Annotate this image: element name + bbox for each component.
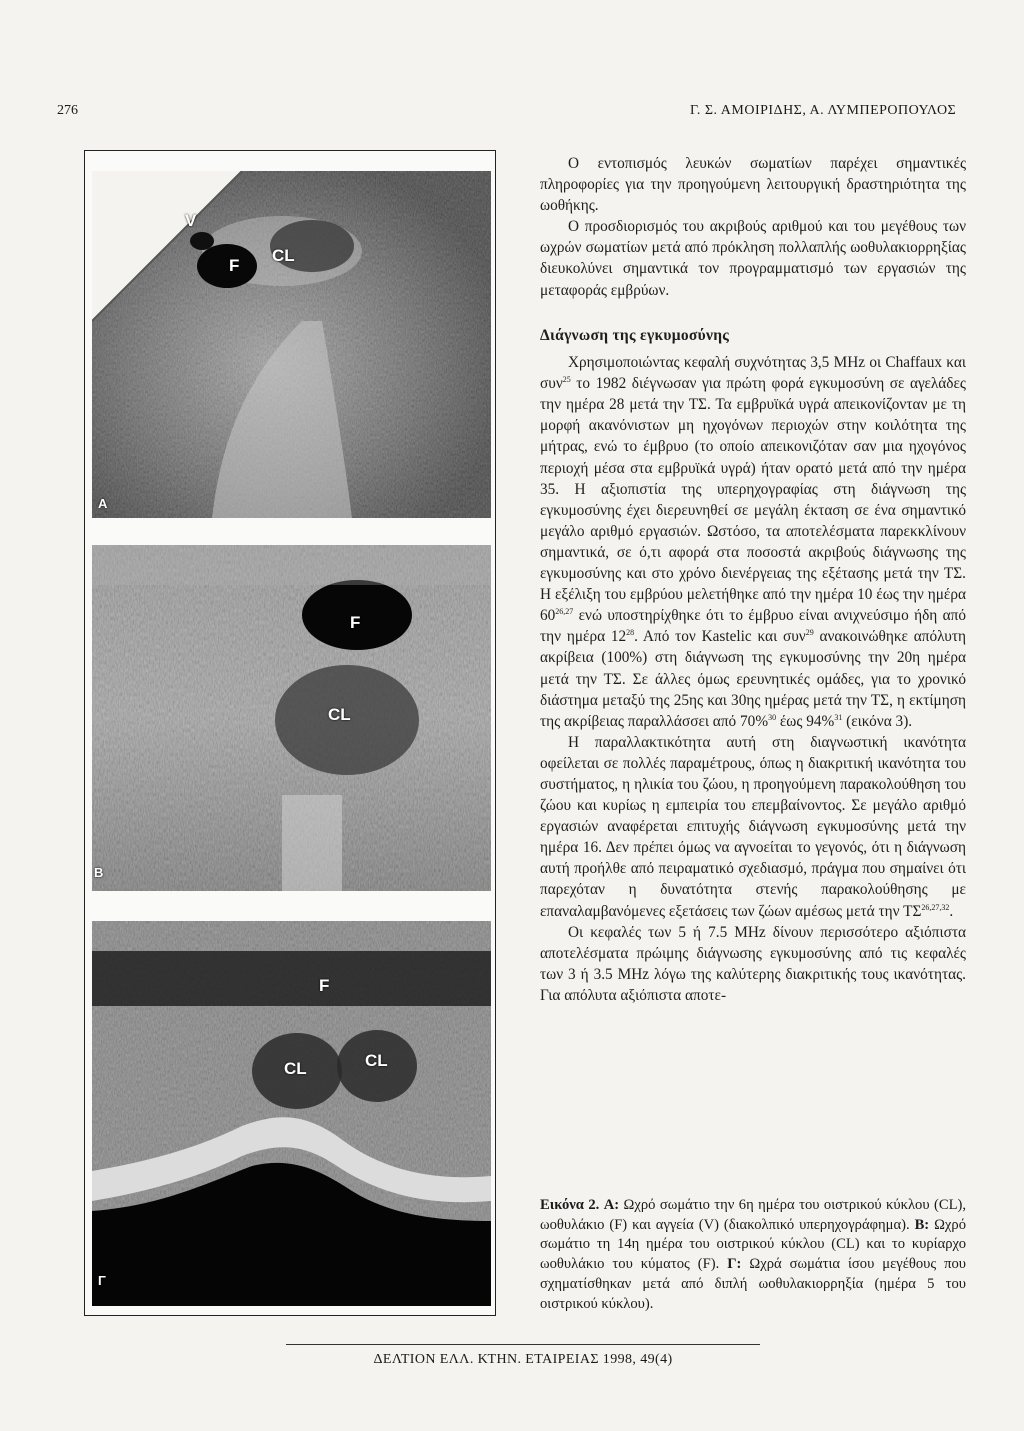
caption-title: Εικόνα 2. (540, 1197, 600, 1213)
paragraph: Ο εντοπισμός λευκών σωματίων παρέχει σημαντικές πληροφορίες για την προηγούμενη λειτουργική δραστηριότητα της ωοθήκης. (540, 155, 966, 215)
paragraph: Η παραλλακτικότητα αυτή στη διαγνωστική ικανότητα οφείλεται σε πολλές παραμέτρους, όπως η διακριτική ικανότητα του συστήματος, η ηλικία του ζώου, η προηγούμενη παρακολούθηση του ζώου και κυρίως η εμπειρία του επεμβαίνοντος. Σε μεγάλο αριθμό εργασιών αναφέρεται επιτυχής διάγνωση εγκυμοσύνης μετά την ημέρα 16. Δεν πρέπει όμως να αγνοείται το γεγονός, ότι η διάγνωση αυτή προήλθε από πειραματικό σχεδιασμό, πράγμα που σημαίνει ότι παρεχόταν η δυνατότητα στενής παρακολούθησης με επαναλαμβανόμενες εξετάσεις των ζώων αμέσως μετά την ΤΣ$^{26,27,32}$. (540, 733, 966, 920)
paragraph: Οι κεφαλές των 5 ή 7.5 MHz δίνουν περισσότερο αξιόπιστα αποτελέσματα πρώιμης διάγνωσης εγκυμοσύνης από τις κεφαλές των 3 ή 3.5 MHz λόγω της καλύτερης διακριτικής τους ικανότητας. Για απόλυτα αξιόπιστα αποτε- (540, 923, 966, 1004)
ultrasound-image-b (92, 545, 491, 891)
ultrasound-panel-g (92, 921, 491, 1306)
reference-superscript: 30 (768, 712, 777, 722)
ultrasound-image-a (92, 171, 491, 518)
panel-b-corner-label: B (94, 865, 104, 880)
paragraph: Χρησιμοποιώντας κεφαλή συχνότητας 3,5 MHz οι Chaffaux και συν$^{25}$ το 1982 διέγνωσαν για πρώτη φορά εγκυμοσύνη σε αγελάδες την ημέρα 28 μετά την ΤΣ. Τα εμβρυϊκά υγρά απεικονίζονταν με τη μορφή ακανόνιστων μη ηχογόνων περιοχών στην κοιλότητα της μήτρας, ενώ το έμβρυο (το οποίο απεικονιζόταν σαν μια ηχογόνος περιοχή μέσα στα εμβρυϊκά υγρά) ήταν ορατό μετά από την ημέρα 35. Η αξιοπιστία της υπερηχογραφίας στη διάγνωση της εγκυμοσύνης έχει διερευνηθεί σε μεγάλη έκταση σε ένα σημαντικό μεγάλο αριθμό εργασιών. Ωστόσο, τα αποτελέσματα παρεκκλίνουν σημαντικά, σε ό,τι αφορά στα ποσοστά ακριβούς διάγνωσης της εγκυμοσύνης και στο χρόνο διενέργειας της εξέτασης μετά την ΤΣ. Η εξέλιξη του εμβρύου μελετήθηκε από την ημέρα 10 έως την ημέρα 60$^{26,27}$ ενώ υποστηρίχθηκε ότι το έμβρυο είναι ανιχνεύσιμο ήδη από την ημέρα 12$^{28}$. Από τον Kastelic και συν$^{29}$ ανακοινώθηκε απόλυτη ακρίβεια (100%) στη διάγνωση της εγκυμοσύνης την 20η ημέρα μετά την ΤΣ. Σε άλλες όμως ερευνητικές ομάδες, για το χρονικό διάστημα μεταξύ της 25ης και 30ης ημέρας μετά την ΤΣ, η εκτίμηση της ακρίβειας παραλλάσσει από 70%$^{30}$ έως 94%$^{31}$ (εικόνα 3). (540, 354, 966, 730)
label-corpus-luteum-left: CL (284, 1059, 307, 1078)
reference-superscript: 26,27,32 (921, 902, 950, 912)
reference-superscript: 31 (834, 712, 843, 722)
paragraph: Ο προσδιορισμός του ακριβούς αριθμού και του μεγέθους των ωχρών σωματίων μετά από πρόκληση πολλαπλής ωοθυλακιορρηξίας διευκολύνει σημαντικά τον προγραμματισμό των εργασιών της μεταφοράς εμβρύων. (540, 218, 966, 299)
running-head: Γ. Σ. ΑΜΟΙΡΙΔΗΣ, Α. ΛΥΜΠΕΡΟΠΟΥΛΟΣ (690, 103, 957, 118)
journal-footer: ΔΕΛΤΙΟΝ ΕΛΛ. ΚΤΗΝ. ΕΤΑΙΡΕΙΑΣ 1998, 49(4) (373, 1352, 673, 1367)
ultrasound-figure (84, 150, 496, 1316)
reference-superscript: 26,27 (555, 607, 574, 617)
section-heading: Διάγνωση της εγκυμοσύνης (540, 327, 730, 344)
page-number: 276 (57, 103, 78, 118)
footer-rule (286, 1344, 760, 1345)
text-column-section (540, 325, 966, 1006)
label-follicle: F (319, 976, 330, 995)
label-corpus-luteum: CL (272, 246, 295, 265)
label-follicle: F (350, 613, 361, 632)
panel-a-corner-label: A (98, 496, 108, 511)
figure-caption: Εικόνα 2. Α: Ωχρό σωμάτιο την 6η ημέρα του οιστρικού κύκλου (CL), ωοθυλάκιο (F) και αγγεία (V) (διακολπικό υπερηχογράφημα). Β: Ωχρό σωμάτιο τη 14η ημέρα του οιστρικού κύκλου (CL) και το κυρίαρχο ωοθυλάκιο του κύματος (F). Γ: Ωχρά σωμάτια ίσου μεγέθους που σχηματίσθηκαν μετά από διπλή ωοθυλακιορρηξία (ημέρα 5 του οιστρικού κύκλου). (540, 1197, 967, 1312)
caption-key-b: Β: (914, 1216, 930, 1233)
panel-g-corner-label: Γ (98, 1273, 106, 1288)
caption-key-a: Α: (603, 1197, 620, 1213)
reference-superscript: 29 (805, 628, 814, 638)
ultrasound-image-g (92, 921, 491, 1306)
text-column-top (540, 153, 966, 301)
ultrasound-panel-a (92, 171, 491, 518)
caption-key-g: Γ: (727, 1256, 742, 1273)
label-follicle: F (229, 256, 240, 275)
label-corpus-luteum: CL (328, 705, 351, 724)
label-vessel: V (185, 211, 197, 230)
ultrasound-panel-b (92, 545, 491, 891)
reference-superscript: 25 (562, 375, 571, 385)
reference-superscript: 28 (626, 628, 635, 638)
label-corpus-luteum-right: CL (365, 1051, 388, 1070)
